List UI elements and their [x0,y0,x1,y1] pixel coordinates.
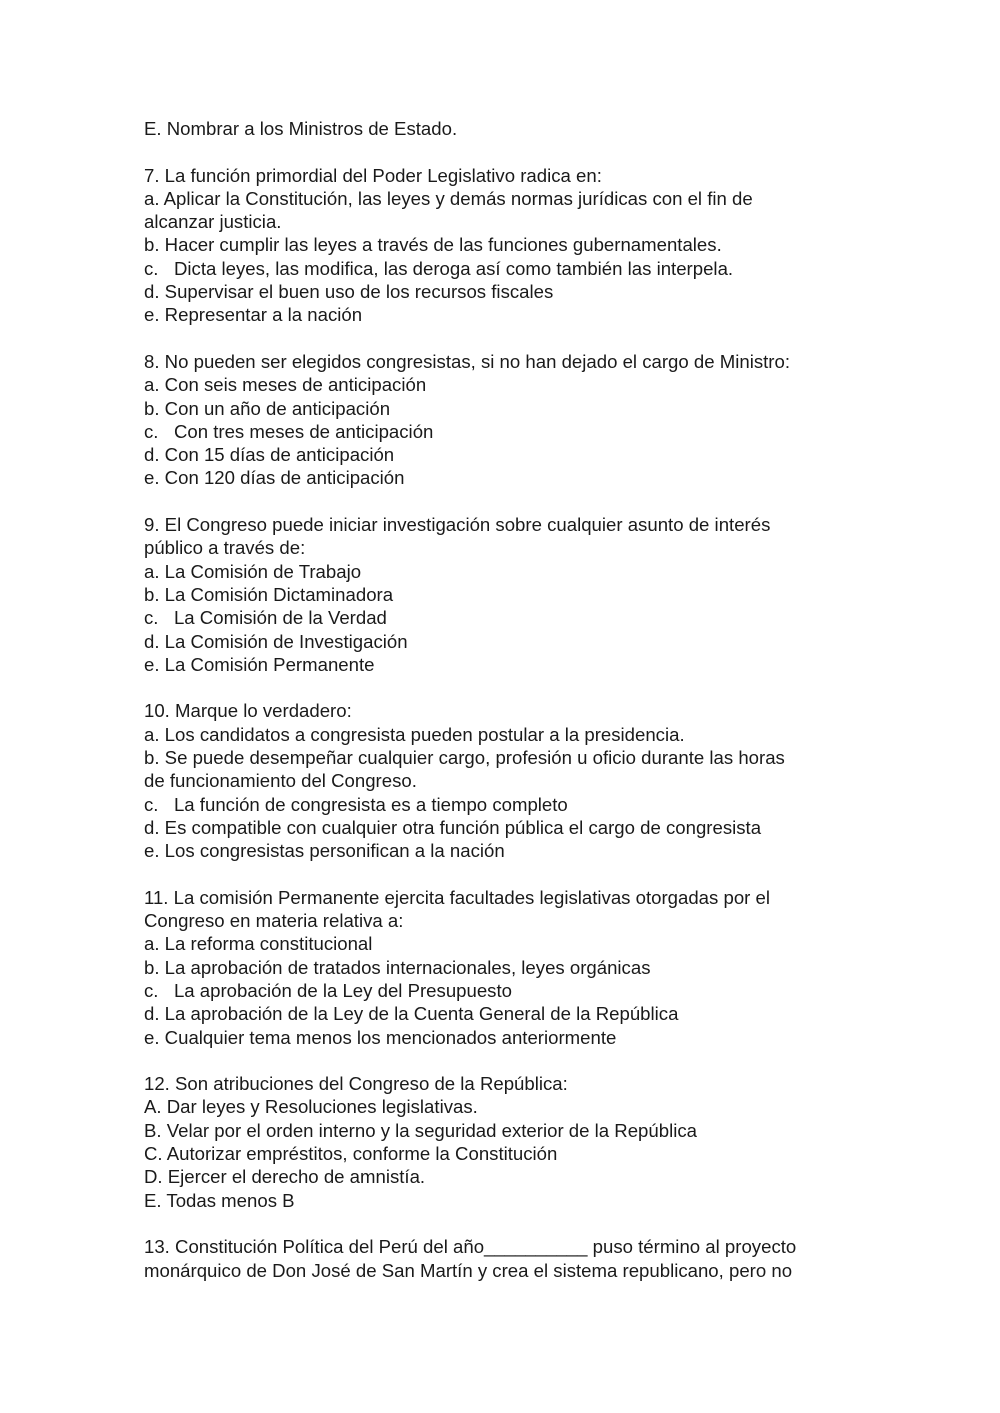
option-line: B. Velar por el orden interno y la seguridad exterior de la República [144,1119,697,1141]
option-line: C. Autorizar empréstitos, conforme la Constitución [144,1143,558,1165]
question-stem: 13. Constitución Política del Perú del año__________ puso término al proyecto [144,1236,797,1258]
paragraph-gap [144,140,864,163]
option-line: E. Nombrar a los Ministros de Estado. [144,118,458,139]
paragraph-gap [144,676,864,699]
question-stem: 8. No pueden ser elegidos congresistas, si no han dejado el cargo de Ministro: [144,350,791,372]
question-10 [144,699,864,862]
question-stem: 10. Marque lo verdadero: [144,700,352,722]
question-stem: monárquico de Don José de San Martín y crea el sistema republicano, pero no [144,1259,793,1281]
option-line: a. Aplicar la Constitución, las leyes y demás normas jurídicas con el fin de [144,187,753,209]
option-line: d. La aprobación de la Ley de la Cuenta General de la República [144,1003,679,1025]
option-line: e. La Comisión Permanente [144,653,375,675]
question-12 [144,1072,864,1212]
option-line: d. Con 15 días de anticipación [144,444,395,466]
paragraph-gap [144,327,864,350]
option-line: a. La Comisión de Trabajo [144,560,362,582]
option-line: b. Hacer cumplir las leyes a través de las funciones gubernamentales. [144,234,722,256]
option-line: e. Con 120 días de anticipación [144,467,405,489]
question-stem: 9. El Congreso puede iniciar investigación sobre cualquier asunto de interés [144,514,771,536]
option-line: a. Los candidatos a congresista pueden postular a la presidencia. [144,723,685,745]
option-line: E. Todas menos B [144,1189,295,1211]
option-line: de funcionamiento del Congreso. [144,770,417,792]
question-8 [144,350,864,490]
paragraph-gap [144,1049,864,1072]
option-line: b. Con un año de anticipación [144,397,391,419]
option-line: e. Los congresistas personifican a la nación [144,840,505,862]
option-line: b. La Comisión Dictaminadora [144,583,394,605]
question-stem: 12. Son atribuciones del Congreso de la República: [144,1073,568,1095]
question-13 [144,1235,864,1282]
option-line: c. La función de congresista es a tiempo completo [144,793,568,815]
option-line: e. Cualquier tema menos los mencionados anteriormente [144,1026,617,1048]
option-line: a. Con seis meses de anticipación [144,374,427,396]
question-stem: 7. La función primordial del Poder Legislativo radica en: [144,164,602,186]
option-line: D. Ejercer el derecho de amnistía. [144,1166,426,1188]
option-line: c. Con tres meses de anticipación [144,420,434,442]
option-line: d. La Comisión de Investigación [144,630,408,652]
option-line: e. Representar a la nación [144,304,363,326]
question-stem: Congreso en materia relativa a: [144,910,404,932]
question-stem: público a través de: [144,537,306,559]
question-stem: 11. La comisión Permanente ejercita facultades legislativas otorgadas por el [144,886,770,908]
option-line: A. Dar leyes y Resoluciones legislativas. [144,1096,478,1118]
paragraph-gap [144,490,864,513]
option-line: c. Dicta leyes, las modifica, las deroga así como también las interpela. [144,257,734,279]
option-line: d. Supervisar el buen uso de los recursos fiscales [144,281,554,303]
question-7 [144,164,864,327]
document-page [144,117,864,1282]
paragraph-gap [144,863,864,886]
question-11 [144,886,864,1049]
option-line: c. La aprobación de la Ley del Presupuesto [144,979,512,1001]
option-line: alcanzar justicia. [144,211,282,233]
option-line: d. Es compatible con cualquier otra función pública el cargo de congresista [144,816,762,838]
option-line: a. La reforma constitucional [144,933,373,955]
option-line: b. Se puede desempeñar cualquier cargo, profesión u oficio durante las horas [144,747,785,769]
option-line: b. La aprobación de tratados internacionales, leyes orgánicas [144,956,651,978]
paragraph-gap [144,1212,864,1235]
question-9 [144,513,864,676]
option-line: c. La Comisión de la Verdad [144,607,387,629]
